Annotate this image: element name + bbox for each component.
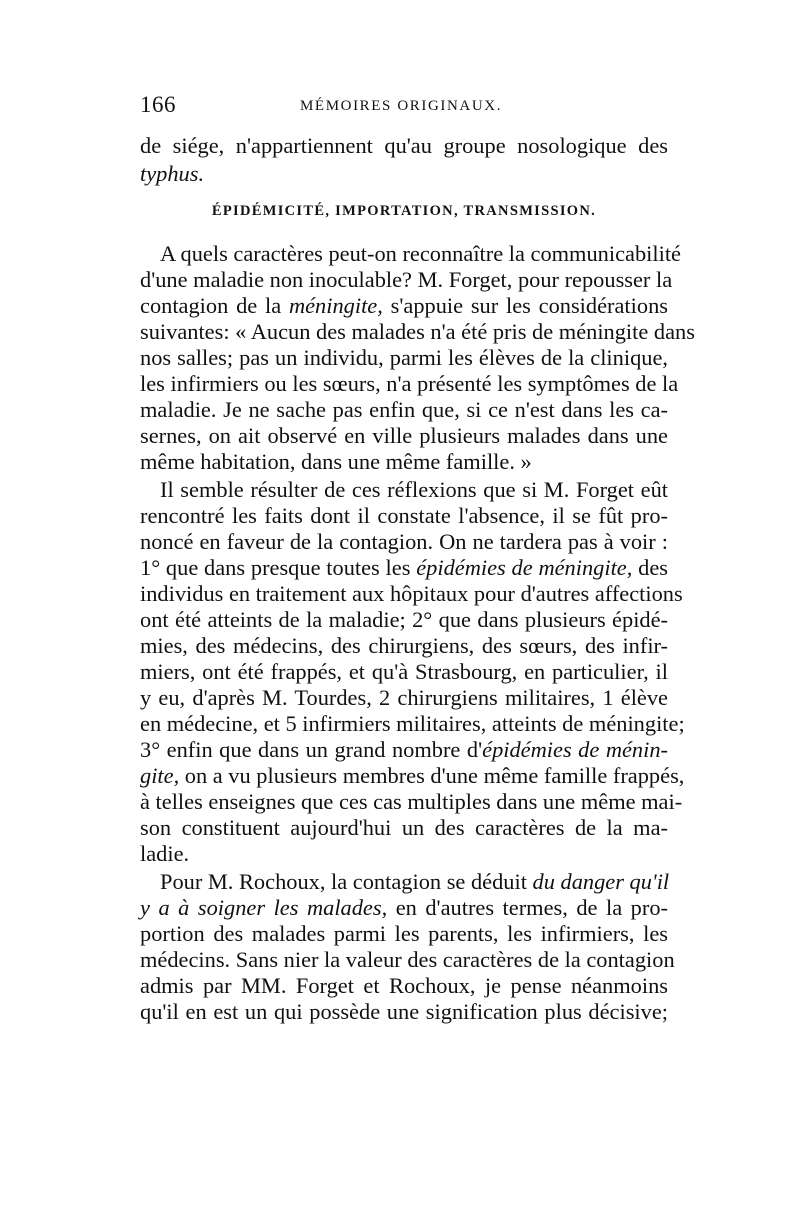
text-line: mies, des médecins, des chirurgiens, des sœurs, des infir- — [140, 633, 668, 658]
text-line — [140, 894, 668, 922]
text-line: les infirmiers ou les sœurs, n'a présenté les symptômes de la — [140, 371, 679, 396]
text-line: même habitation, dans une même famille. » — [140, 449, 532, 474]
text-span: Pour M. Rochoux, la contagion se déduit — [160, 869, 533, 894]
italic-term: du danger qu'il — [532, 869, 670, 894]
text-line: en médecine, et 5 infirmiers militaires, atteints de méningite; — [140, 711, 685, 736]
italic-term: épidémies de ménin- — [482, 737, 668, 762]
text-line: maladie. Je ne sache pas enfin que, si ce n'est dans les ca- — [140, 397, 668, 422]
text-line — [140, 762, 685, 790]
page-number: 166 — [140, 92, 176, 117]
text-line: admis par MM. Forget et Rochoux, je pense néanmoins — [140, 973, 668, 998]
italic-term: épidémies de méningite, — [416, 555, 633, 580]
section-heading: ÉPIDÉMICITÉ, IMPORTATION, TRANSMISSION. — [211, 203, 597, 219]
italic-term: gite, — [140, 763, 180, 788]
text-line: son constituent aujourd'hui un des caractères de la ma- — [140, 815, 668, 840]
text-line: ladie. — [140, 841, 190, 866]
italic-term: y a à soigner les malades, — [140, 895, 388, 920]
text-line — [140, 736, 668, 764]
text-line: individus en traitement aux hôpitaux pour d'autres affections — [140, 581, 683, 606]
text-line: ont été atteints de la maladie; 2° que dans plusieurs épidé- — [140, 607, 668, 632]
text-span: 1° que dans presque toutes les — [140, 555, 417, 580]
text-line: médecins. Sans nier la valeur des caractères de la contagion — [140, 947, 675, 972]
text-line — [160, 868, 668, 896]
text-line: rencontré les faits dont il constate l'absence, il se fût pro- — [140, 503, 668, 528]
text-line: A quels caractères peut-on reconnaître la communicabilité — [160, 241, 681, 266]
text-line: Il semble résulter de ces réflexions que si M. Forget eût — [160, 477, 668, 502]
text-line: portion des malades parmi les parents, les infirmiers, les — [140, 921, 668, 946]
text-line: miers, ont été frappés, et qu'à Strasbourg, en particulier, il — [140, 659, 668, 684]
text-line: noncé en faveur de la contagion. On ne tardera pas à voir : — [140, 529, 668, 554]
running-title: MÉMOIRES ORIGINAUX. — [300, 98, 503, 114]
text-line: d'une maladie non inoculable? M. Forget, pour repousser la — [140, 267, 673, 292]
text-line: à telles enseignes que ces cas multiples dans une même mai- — [140, 789, 683, 814]
text-span: 3° enfin que dans un grand nombre d' — [140, 737, 483, 762]
text-line: suivantes: « Aucun des malades n'a été pris de méningite dans — [140, 319, 695, 344]
text-line: sernes, on ait observé en ville plusieurs malades dans une — [140, 423, 668, 448]
text-line: de siége, n'appartiennent qu'au groupe nosologique des — [140, 133, 668, 158]
text-line — [140, 554, 668, 582]
text-line: y eu, d'après M. Tourdes, 2 chirurgiens militaires, 1 élève — [140, 685, 668, 710]
text-line — [140, 292, 668, 320]
text-span: des — [632, 555, 668, 580]
italic-term: méningite, — [288, 293, 383, 318]
text-line — [140, 160, 668, 188]
text-line: nos salles; pas un individu, parmi les élèves de la clinique, — [140, 345, 668, 370]
italic-term: typhus. — [140, 161, 205, 186]
text-span: en d'autres termes, de la pro- — [387, 895, 668, 920]
text-span: on a vu plusieurs membres d'une même famille frappés, — [179, 763, 685, 788]
page-header — [140, 92, 668, 122]
text-line: qu'il en est un qui possède une signification plus décisive; — [140, 999, 668, 1024]
text-span: s'appuie sur les considérations — [382, 293, 668, 318]
text-span: contagion de la — [140, 293, 289, 318]
